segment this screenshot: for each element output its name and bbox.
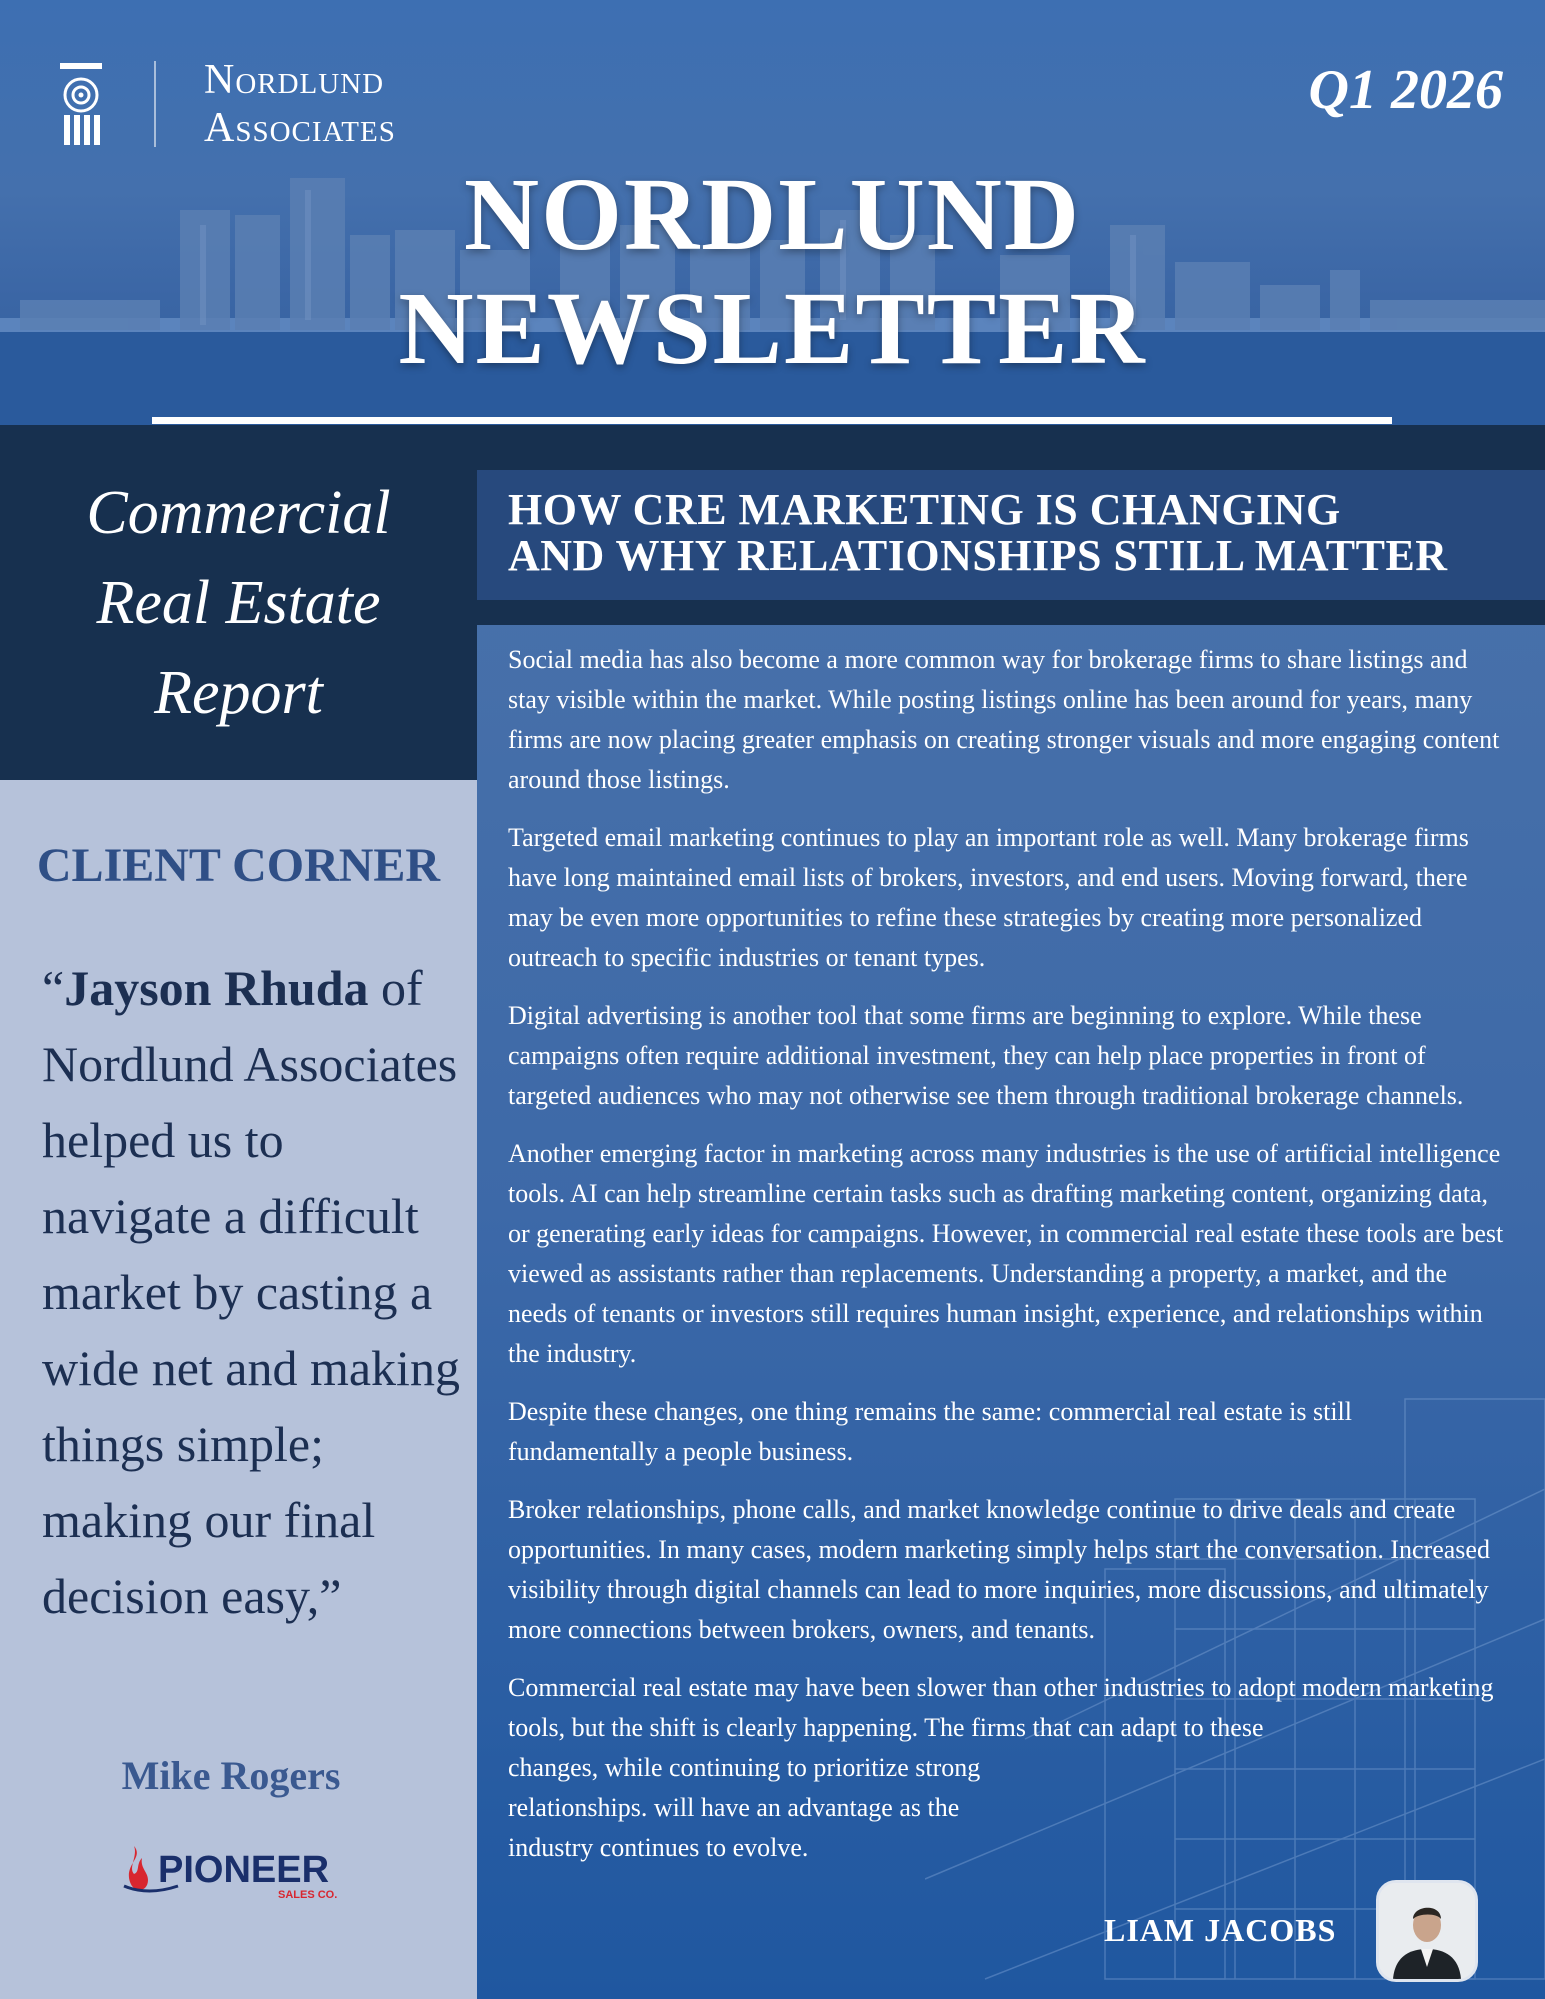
final-line-2: changes, while continuing to prioritize strong bbox=[508, 1753, 981, 1782]
report-line-3: Report bbox=[154, 658, 323, 727]
article-paragraph: Targeted email marketing continues to play an important role as well. Many brokerage firms have long maintained email lists of brokers, investors, and end users. Moving forward, there may be even more opportunities to refine these strategies by creating more personalized outreach to specific industries or tenant types. bbox=[508, 823, 1469, 972]
headline-line-1: HOW CRE MARKETING IS CHANGING bbox=[508, 485, 1341, 534]
header-divider bbox=[152, 417, 1392, 424]
title-line-2: NEWSLETTER bbox=[398, 271, 1147, 386]
logo-line-1: Nordlund bbox=[204, 57, 385, 103]
quote-open-mark: “ bbox=[42, 960, 65, 1016]
pioneer-logo bbox=[118, 1838, 348, 1907]
article-paragraph-final bbox=[508, 1668, 1508, 1868]
quote-text: of Nordlund Associates helped us to navigate a difficult market by casting a wide net and making things simple; making our final decision easy,” bbox=[42, 960, 460, 1624]
issue-quarter: Q1 2026 bbox=[1308, 59, 1503, 121]
article-paragraph: Despite these changes, one thing remains the same: commercial real estate is still fundamentally a people business. bbox=[508, 1397, 1352, 1466]
pioneer-sub: SALES CO. bbox=[278, 1889, 338, 1901]
article-paragraph: Digital advertising is another tool that some firms are beginning to explore. While these campaigns often require additional investment, they can help place properties in front of targeted audiences who may not otherwise see them through traditional brokerage channels. bbox=[508, 1001, 1464, 1110]
logo-divider bbox=[154, 61, 156, 147]
article-body bbox=[508, 640, 1508, 1868]
company-logo bbox=[58, 56, 396, 152]
client-quote bbox=[42, 950, 462, 1634]
quote-author: Mike Rogers bbox=[121, 1753, 341, 1798]
column-spiral-icon bbox=[58, 61, 104, 147]
headline-line-2: AND WHY RELATIONSHIPS STILL MATTER bbox=[508, 531, 1448, 580]
article-paragraph: Another emerging factor in marketing across many industries is the use of artificial intelligence tools. AI can help streamline certain tasks such as drafting marketing content, organizing data, or generating early ideas for campaigns. However, in commercial real estate these tools are best viewed as assistants rather than replacements. Understanding a property, a market, and the needs of tenants or investors still requires human insight, experience, and relationships within the industry. bbox=[508, 1139, 1504, 1368]
report-line-2: Real Estate bbox=[96, 568, 381, 637]
newsletter-title bbox=[0, 158, 1545, 386]
final-line-4: industry continues to evolve. bbox=[508, 1833, 809, 1862]
final-line-1: Commercial real estate may have been slower than other industries to adopt modern marketing tools, but the shift is clearly happening. The firms that can adapt to these bbox=[508, 1673, 1494, 1742]
client-corner-title: CLIENT CORNER bbox=[36, 839, 441, 892]
hero-banner bbox=[0, 0, 1545, 425]
report-label-panel bbox=[0, 425, 477, 780]
pioneer-name: PIONEER bbox=[158, 1849, 330, 1891]
final-line-3: relationships. will have an advantage as the bbox=[508, 1793, 960, 1822]
person-portrait-icon bbox=[1379, 1883, 1475, 1979]
author-avatar bbox=[1376, 1880, 1478, 1982]
article-paragraph: Broker relationships, phone calls, and market knowledge continue to drive deals and create opportunities. In many cases, modern marketing simply helps start the conversation. Increased visibility through digital channels can lead to more inquiries, more discussions, and ultimately more connections between brokers, owners, and tenants. bbox=[508, 1495, 1490, 1644]
article-paragraph: Social media has also become a more common way for brokerage firms to share listings and stay visible within the market. While posting listings online has been around for years, many firms are now placing greater emphasis on creating stronger visuals and more engaging content around those listings. bbox=[508, 645, 1500, 794]
logo-wordmark bbox=[204, 56, 396, 152]
report-line-1: Commercial bbox=[86, 478, 391, 547]
quote-client-name: Jayson Rhuda bbox=[64, 960, 369, 1016]
pioneer-flame-icon bbox=[118, 1838, 348, 1902]
title-line-1: NORDLUND bbox=[464, 157, 1081, 272]
report-label bbox=[86, 468, 390, 738]
logo-line-2: Associates bbox=[204, 105, 396, 151]
author-name: LIAM JACOBS bbox=[1104, 1912, 1337, 1948]
article-headline bbox=[508, 487, 1448, 579]
